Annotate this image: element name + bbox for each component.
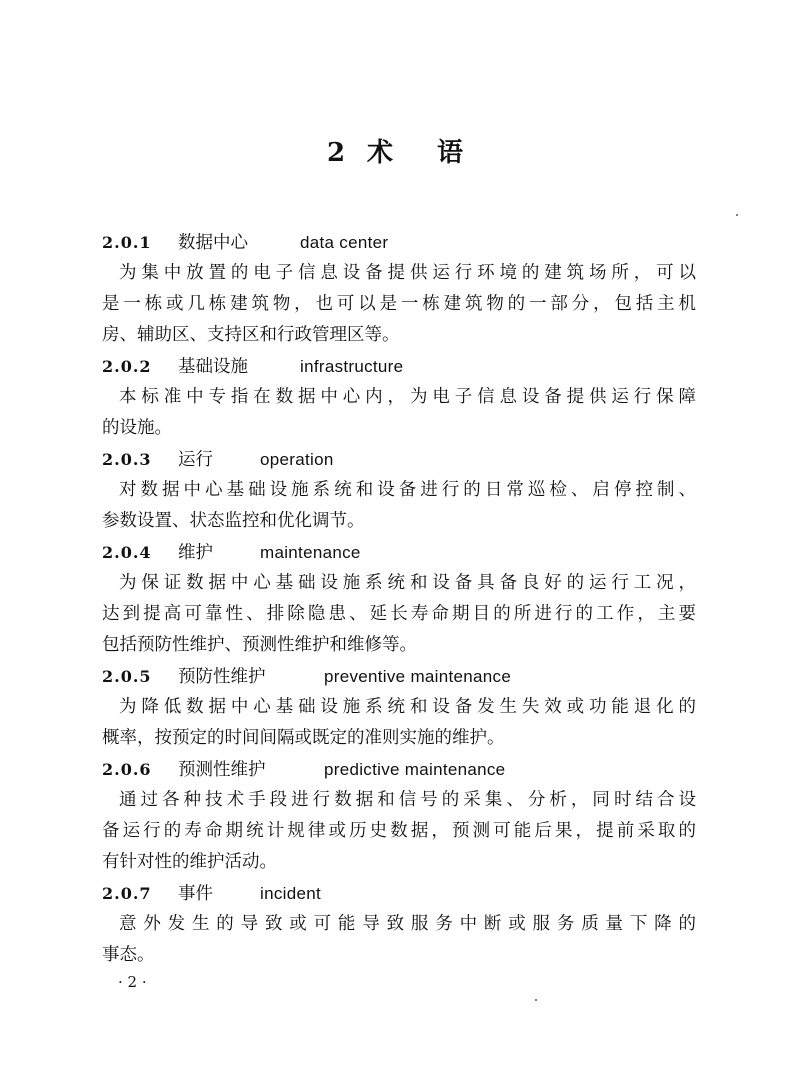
term-definition-line: 达到提高可靠性、排除隐患、延长寿命期目的所进行的工作，主要 xyxy=(102,604,696,624)
term-number: 2.0.6 xyxy=(102,760,152,779)
term-definition-line: 意外发生的导致或可能导致服务中断或服务质量下降的 xyxy=(119,914,696,934)
term-english: maintenance xyxy=(260,543,361,562)
term-english: incident xyxy=(260,884,321,903)
term-heading xyxy=(102,351,696,382)
term-heading xyxy=(102,878,696,909)
term-entry xyxy=(102,351,696,444)
term-heading xyxy=(102,444,696,475)
term-heading xyxy=(102,537,696,568)
term-definition-line: 有针对性的维护活动。 xyxy=(102,852,277,872)
term-definition-line: 为降低数据中心基础设施系统和设备发生失效或功能退化的 xyxy=(119,697,696,717)
term-definition-line: 参数设置、状态监控和优化调节。 xyxy=(102,511,365,531)
term-english: operation xyxy=(260,450,334,469)
chapter-number: 2 xyxy=(326,138,346,168)
term-english: preventive maintenance xyxy=(324,667,512,686)
scan-speck xyxy=(736,214,738,216)
term-number: 2.0.2 xyxy=(102,357,152,376)
page-number: · 2 · xyxy=(118,973,147,991)
term-chinese: 运行 xyxy=(178,450,213,470)
term-entry xyxy=(102,537,696,661)
term-definition-line: 是一栋或几栋建筑物，也可以是一栋建筑物的一部分，包括主机 xyxy=(102,294,696,314)
scan-speck xyxy=(535,999,537,1001)
term-english: predictive maintenance xyxy=(324,760,506,779)
term-heading xyxy=(102,661,696,692)
term-definition-line: 包括预防性维护、预测性维护和维修等。 xyxy=(102,635,417,655)
term-english: data center xyxy=(300,233,389,252)
term-chinese: 预测性维护 xyxy=(178,760,266,780)
term-entry xyxy=(102,878,696,971)
term-definition-line: 对数据中心基础设施系统和设备进行的日常巡检、启停控制、 xyxy=(119,480,696,500)
terms-list xyxy=(102,227,696,971)
term-definition-line: 事态。 xyxy=(102,945,155,965)
term-number: 2.0.1 xyxy=(102,233,152,252)
chapter-title xyxy=(0,132,790,169)
term-definition-line: 为集中放置的电子信息设备提供运行环境的建筑场所，可以 xyxy=(119,263,696,283)
term-english: infrastructure xyxy=(300,357,404,376)
term-entry xyxy=(102,754,696,878)
term-chinese: 维护 xyxy=(178,543,213,563)
chapter-title-char-2: 语 xyxy=(437,138,464,168)
term-chinese: 数据中心 xyxy=(178,233,248,253)
term-entry xyxy=(102,444,696,537)
term-entry xyxy=(102,661,696,754)
term-definition-line: 本标准中专指在数据中心内，为电子信息设备提供运行保障 xyxy=(119,387,696,407)
term-definition-line: 概率，按预定的时间间隔或既定的准则实施的维护。 xyxy=(102,728,505,748)
term-number: 2.0.4 xyxy=(102,543,152,562)
term-definition-line: 通过各种技术手段进行数据和信号的采集、分析，同时结合设 xyxy=(119,790,696,810)
term-definition-line: 备运行的寿命期统计规律或历史数据，预测可能后果，提前采取的 xyxy=(102,821,696,841)
chapter-title-char-1: 术 xyxy=(367,138,394,168)
term-number: 2.0.3 xyxy=(102,450,152,469)
term-entry xyxy=(102,227,696,351)
term-number: 2.0.5 xyxy=(102,667,152,686)
term-chinese: 预防性维护 xyxy=(178,667,266,687)
term-definition-line: 为保证数据中心基础设施系统和设备具备良好的运行工况， xyxy=(119,573,696,593)
term-chinese: 事件 xyxy=(178,884,213,904)
term-definition-line: 房、辅助区、支持区和行政管理区等。 xyxy=(102,325,400,345)
term-heading xyxy=(102,227,696,258)
term-number: 2.0.7 xyxy=(102,884,152,903)
term-heading xyxy=(102,754,696,785)
term-definition-line: 的设施。 xyxy=(102,418,172,438)
term-chinese: 基础设施 xyxy=(178,357,248,377)
